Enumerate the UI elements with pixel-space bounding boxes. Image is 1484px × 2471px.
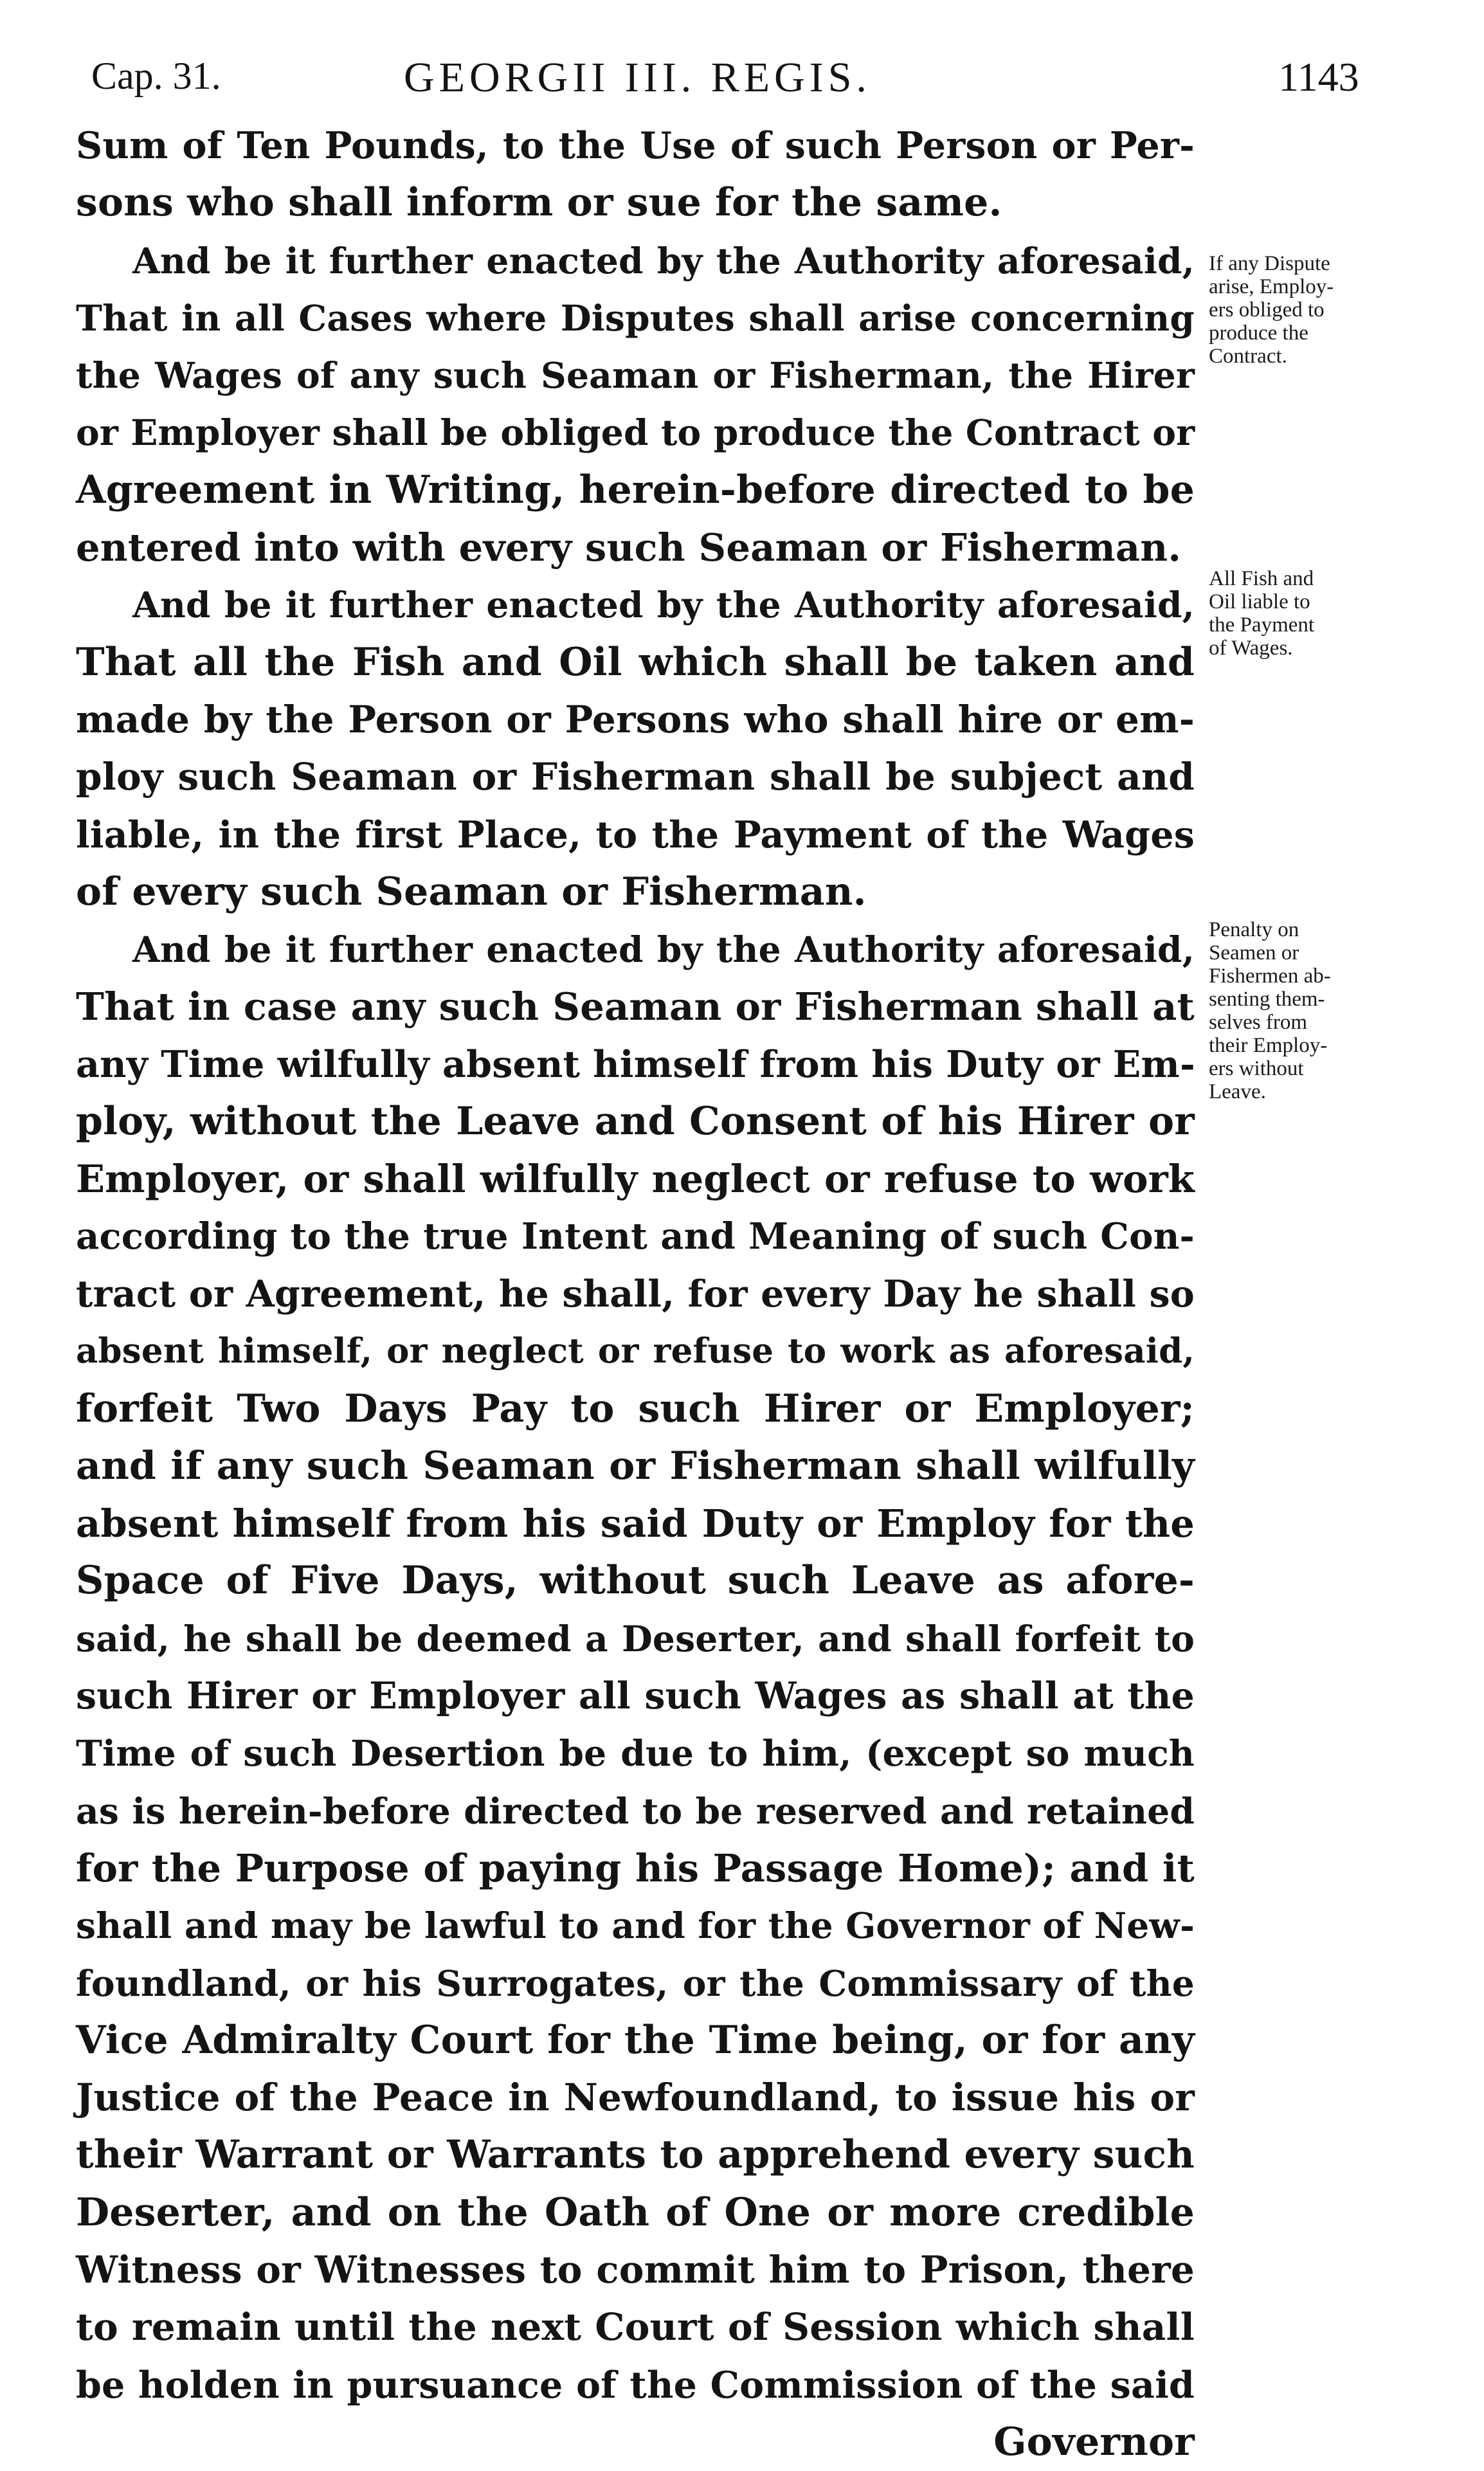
text-line: ploy, without the Leave and Consent of his Hirer or: [76, 1099, 1195, 1145]
text-line: made by the Person or Persons who shall hire or em-: [76, 697, 1195, 741]
text-line: Sum of Ten Pounds, to the Use of such Person or Per-: [76, 124, 1195, 167]
note-line: ers obliged to: [1209, 298, 1325, 321]
note-line: arise, Employ-: [1209, 275, 1334, 298]
note-line: Contract.: [1209, 345, 1287, 368]
text-line: or Employer shall be obliged to produce the Contract or: [76, 412, 1195, 454]
text-line: Vice Admiralty Court for the Time being, or for any: [76, 2017, 1195, 2063]
text-line: the Wages of any such Seaman or Fisherman, the Hirer: [76, 354, 1195, 397]
marginal-note-penalty: [1209, 918, 1402, 1103]
note-line: Fishermen ab-: [1209, 964, 1331, 988]
text-line: Time of such Desertion be due to him, (except so much: [76, 1732, 1195, 1775]
note-line: ers without: [1209, 1057, 1304, 1080]
text-line: And be it further enacted by the Authority aforesaid,: [132, 584, 1195, 626]
text-line: forfeit Two Days Pay to such Hirer or Employer;: [76, 1386, 1195, 1431]
note-line: produce the: [1209, 321, 1308, 345]
note-line: All Fish and: [1209, 567, 1314, 590]
note-line: Penalty on: [1209, 918, 1299, 941]
text-line: Employer, or shall wilfully neglect or refuse to work: [76, 1157, 1195, 1202]
text-line: That all the Fish and Oil which shall be taken and: [76, 639, 1195, 685]
text-line: any Time wilfully absent himself from his Duty or Em-: [76, 1042, 1195, 1086]
text-line: Deserter, and on the Oath of One or more credible: [76, 2189, 1195, 2235]
text-line: absent himself, or neglect or refuse to work as aforesaid,: [76, 1331, 1195, 1371]
text-line: tract or Agreement, he shall, for every Day he shall so: [76, 1272, 1195, 1316]
text-line: ploy such Seaman or Fisherman shall be subject and: [76, 755, 1195, 799]
text-line: That in all Cases where Disputes shall arise concerning: [76, 296, 1195, 339]
note-line: of Wages.: [1209, 637, 1293, 660]
text-line: said, he shall be deemed a Deserter, and shall forfeit to: [76, 1617, 1195, 1660]
text-line: entered into with every such Seaman or Fisherman.: [76, 525, 1182, 570]
note-line: Oil liable to: [1209, 590, 1310, 613]
catchword: Governor: [993, 2419, 1195, 2465]
marginal-note-dispute: [1209, 252, 1402, 368]
note-line: If any Dispute: [1209, 252, 1330, 275]
text-line: such Hirer or Employer all such Wages as shall at the: [76, 1674, 1195, 1718]
text-line: liable, in the first Place, to the Payment of the Wages: [76, 813, 1195, 856]
note-line: selves from: [1209, 1011, 1308, 1034]
text-line: absent himself from his said Duty or Employ for the: [76, 1501, 1195, 1546]
text-line: according to the true Intent and Meaning of such Con-: [76, 1215, 1195, 1258]
text-line: And be it further enacted by the Authority aforesaid,: [132, 239, 1195, 282]
running-title: GEORGII III. REGIS.: [404, 54, 871, 101]
statute-text: [76, 117, 1195, 2471]
text-line: and if any such Seaman or Fisherman shall wilfully: [76, 1443, 1195, 1489]
text-line: Justice of the Peace in Newfoundland, to issue his or: [76, 2076, 1195, 2120]
text-line: to remain until the next Court of Session which shall: [76, 2305, 1195, 2349]
text-line: of every such Seaman or Fisherman.: [76, 869, 867, 914]
note-line: senting them-: [1209, 988, 1325, 1011]
note-line: Leave.: [1209, 1080, 1266, 1103]
text-line: Space of Five Days, without such Leave as afore-: [76, 1558, 1195, 1604]
text-line: for the Purpose of paying his Passage Home); and it: [76, 1845, 1195, 1890]
text-line: their Warrant or Warrants to apprehend every such: [76, 2132, 1195, 2178]
text-line: as is herein-before directed to be reserved and retained: [76, 1789, 1195, 1832]
text-line: Witness or Witnesses to commit him to Prison, there: [76, 2247, 1195, 2292]
note-line: their Employ-: [1209, 1034, 1328, 1057]
text-line: be holden in pursuance of the Commission of the said: [76, 2363, 1195, 2407]
text-line: That in case any such Seaman or Fisherman shall at: [76, 984, 1195, 1029]
text-line: sons who shall inform or sue for the same.: [76, 180, 1002, 226]
text-line: shall and may be lawful to and for the Governor of New-: [76, 1905, 1195, 1947]
chapter-number: Cap. 31.: [91, 55, 221, 97]
text-line: foundland, or his Surrogates, or the Commissary of the: [76, 1962, 1195, 2004]
marginal-note-fish-oil: [1209, 567, 1402, 660]
note-line: the Payment: [1209, 613, 1315, 637]
text-line: And be it further enacted by the Authority aforesaid,: [132, 928, 1195, 971]
page-number: 1143: [1278, 54, 1359, 100]
note-line: Seamen or: [1209, 941, 1299, 964]
text-line: Agreement in Writing, herein-before directed to be: [76, 467, 1195, 512]
